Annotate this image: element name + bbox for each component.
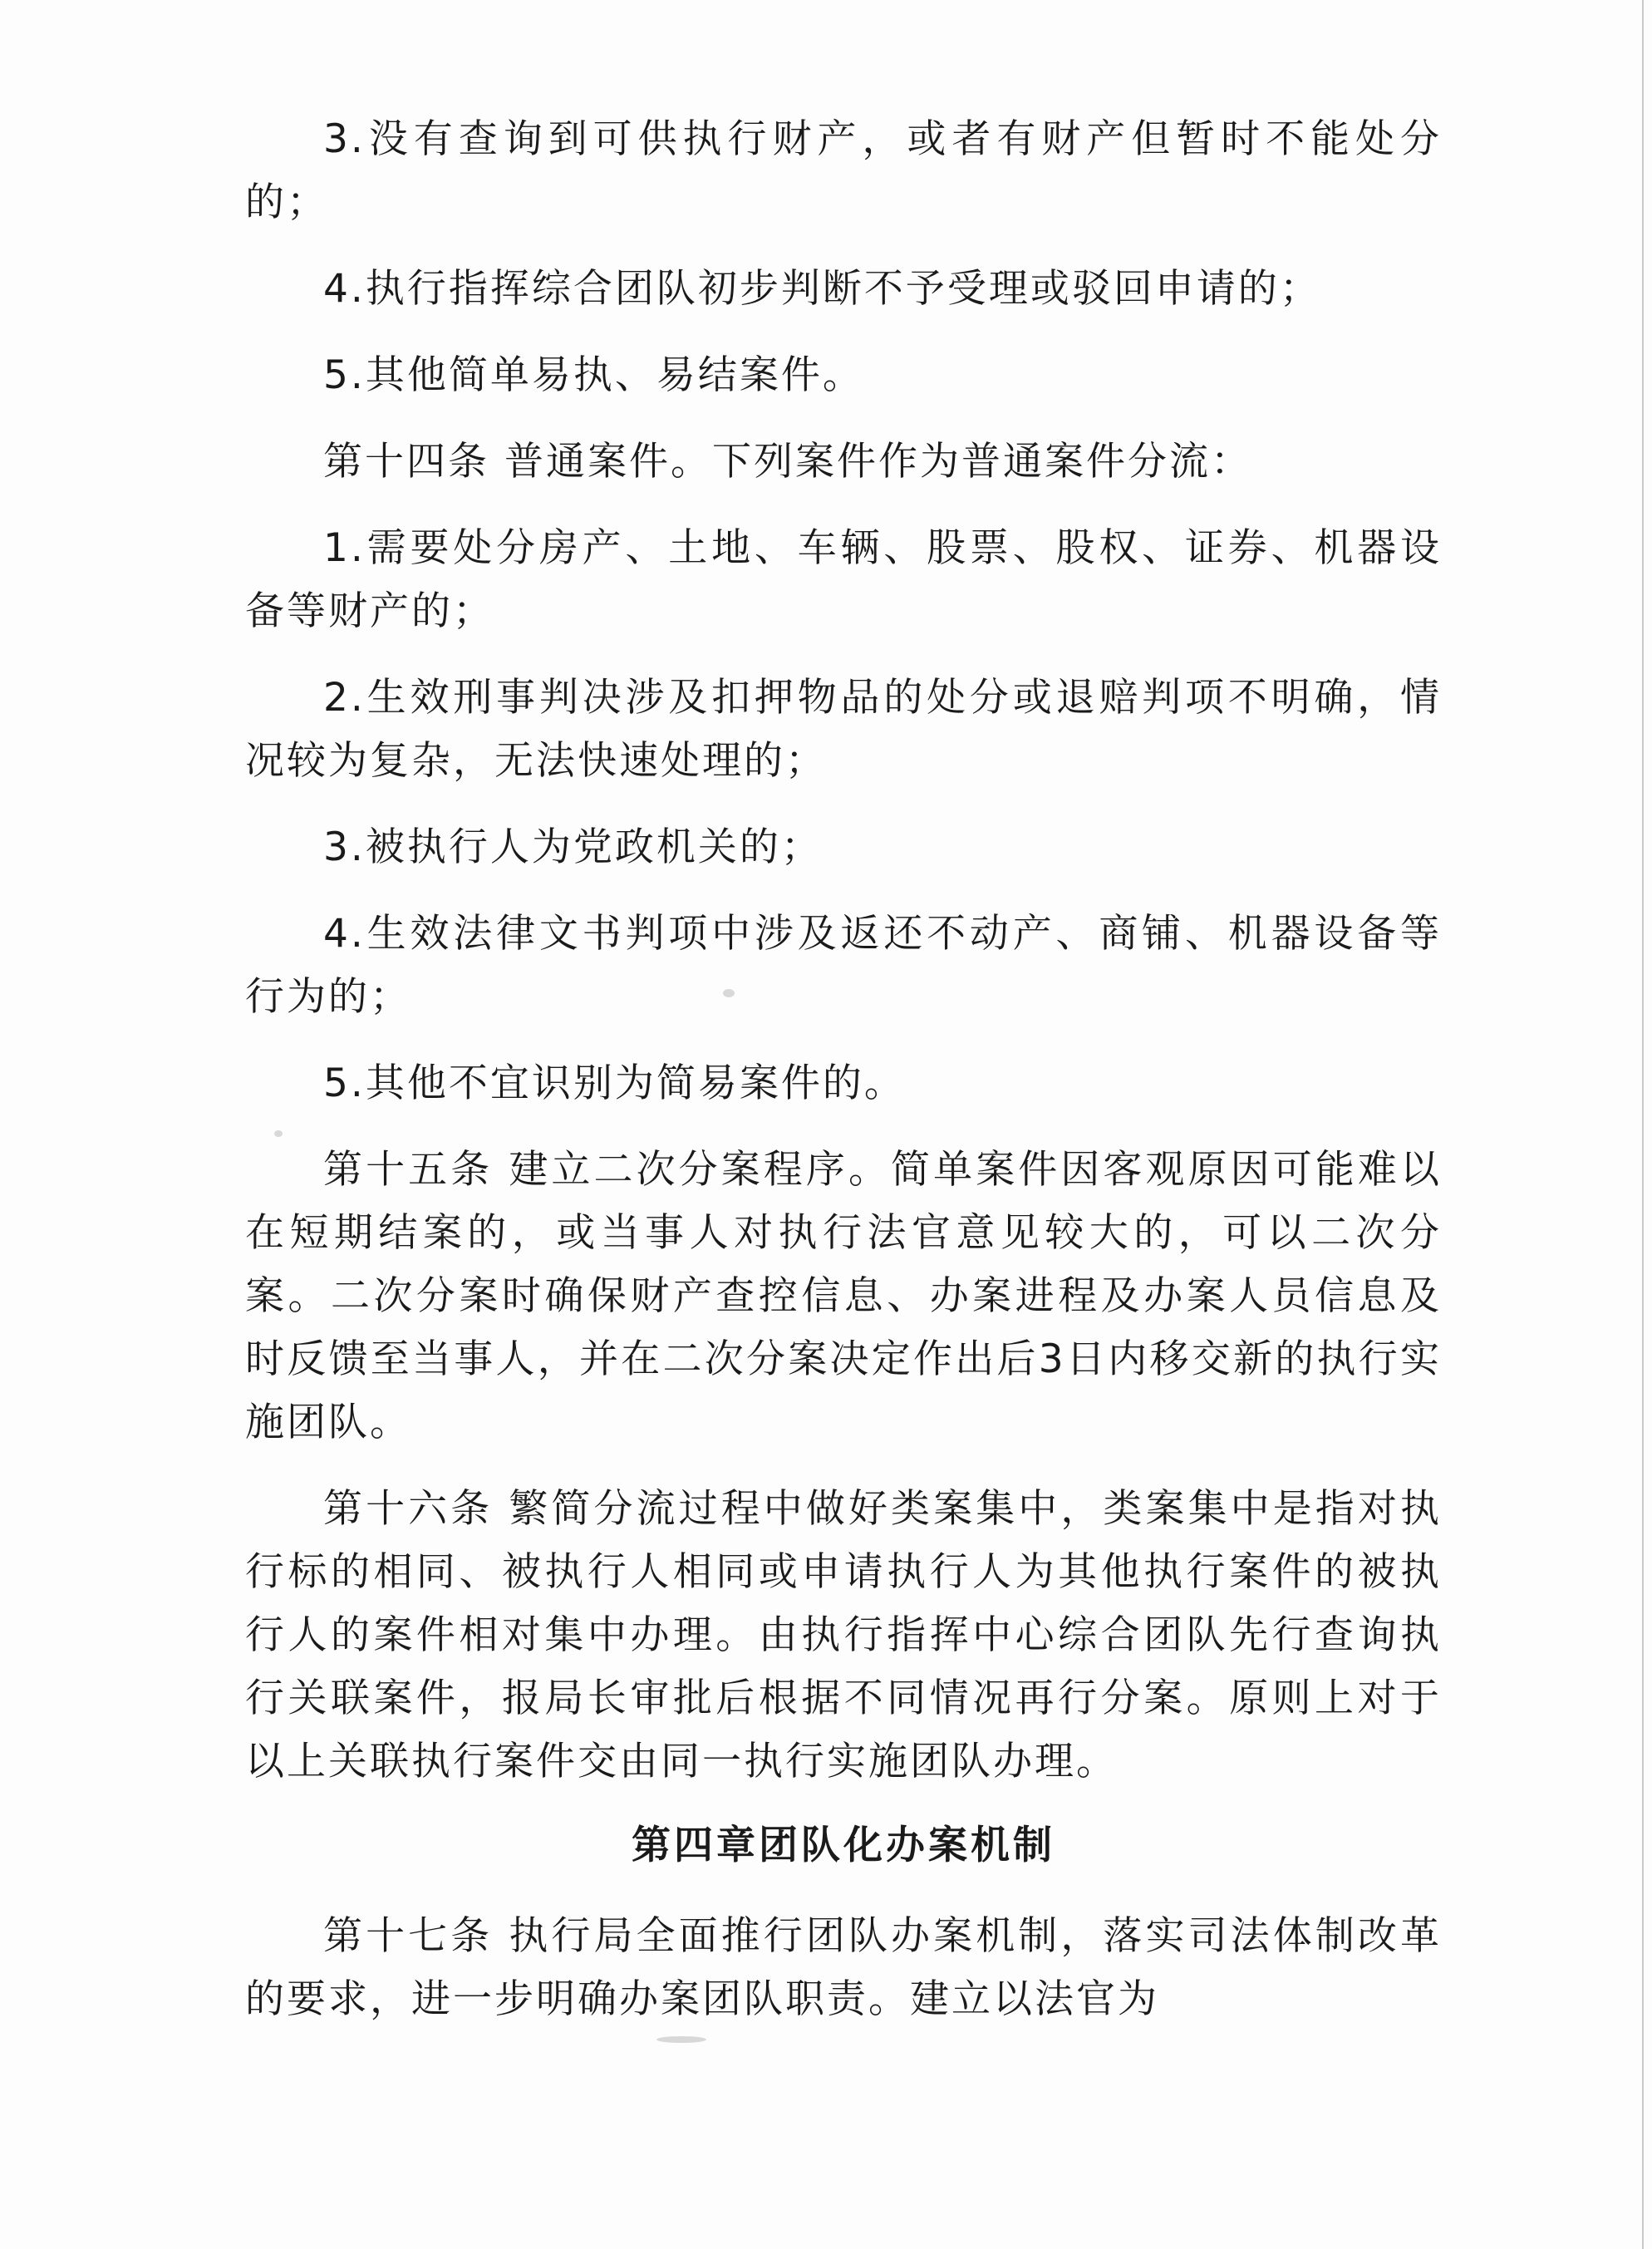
paragraph: 第十六条 繁简分流过程中做好类案集中，类案集中是指对执行标的相同、被执行人相同或申请执行人为其他执行案件的被执行人的案件相对集中办理。由执行指挥中心综合团队先行查询执行关联案件，报局长审批后根据不同情况再行分案。原则上对于以上关联执行案件交由同一执行实施团队办理。: [245, 1486, 1442, 1784]
scan-edge-line: [1642, 0, 1644, 2249]
paragraph: 5.其他简单易执、易结案件。: [323, 352, 864, 398]
paragraph: 第十七条 执行局全面推行团队办案机制，落实司法体制改革的要求，进一步明确办案团队职责。建立以法官为: [245, 1913, 1442, 2022]
paragraph: 5.其他不宜识别为简易案件的。: [323, 1061, 906, 1106]
paragraph: 4.执行指挥综合团队初步判断不予受理或驳回申请的；: [323, 266, 1321, 312]
document-body: [245, 108, 1442, 2055]
paragraph: 1.需要处分房产、土地、车辆、股票、股权、证券、机器设备等财产的；: [245, 525, 1442, 634]
paragraph: 2.生效刑事判决涉及扣押物品的处分或退赔判项不明确，情况较为复杂，无法快速处理的；: [245, 675, 1442, 784]
chapter-heading: 第四章团队化办案机制: [632, 1823, 1055, 1868]
paragraph: 第十四条 普通案件。下列案件作为普通案件分流：: [323, 439, 1252, 485]
paragraph: 3.被执行人为党政机关的；: [323, 824, 823, 870]
paragraph: 第十五条 建立二次分案程序。简单案件因客观原因可能难以在短期结案的，或当事人对执行法官意见较大的，可以二次分案。二次分案时确保财产查控信息、办案进程及办案人员信息及时反馈至当事人，并在二次分案决定作出后3日内移交新的执行实施团队。: [245, 1147, 1442, 1445]
paragraph: 3.没有查询到可供执行财产，或者有财产但暂时不能处分的；: [245, 116, 1442, 225]
paragraph: 4.生效法律文书判项中涉及返还不动产、商铺、机器设备等行为的；: [245, 911, 1442, 1020]
